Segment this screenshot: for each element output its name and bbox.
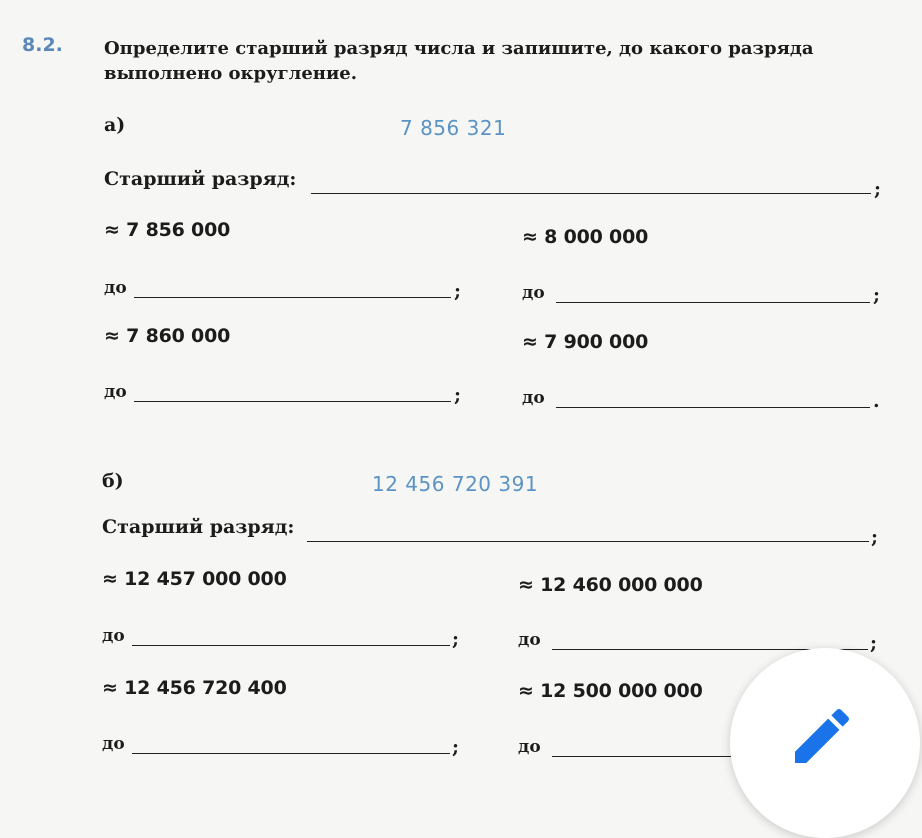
part-b-senior-answer-line[interactable] <box>307 541 869 542</box>
part-a-do-1: до <box>104 278 127 298</box>
part-b-end-2: ; <box>870 632 878 654</box>
part-a-do-4: до <box>522 388 545 408</box>
part-a-approx-2: ≈ 8 000 000 <box>522 226 649 248</box>
part-b-answer-line-3[interactable] <box>132 753 450 754</box>
part-b-approx-1: ≈ 12 457 000 000 <box>102 568 287 590</box>
part-b-approx-4: ≈ 12 500 000 000 <box>518 680 703 702</box>
task-instruction: Определите старший разряд числа и запишите, до какого разряда выполнено округление. <box>104 38 814 84</box>
part-a-approx-4: ≈ 7 900 000 <box>522 331 649 353</box>
part-a-answer-line-3[interactable] <box>134 401 451 402</box>
part-a-end-2: ; <box>873 284 881 306</box>
part-b-answer-line-4[interactable] <box>552 756 752 757</box>
part-a-do-2: до <box>522 283 545 303</box>
part-a-number: 7 856 321 <box>400 116 507 140</box>
part-a-answer-line-4[interactable] <box>556 407 870 408</box>
part-b-senior-label: Старший разряд: <box>102 516 295 538</box>
part-a-end-4: . <box>873 390 880 412</box>
part-a-end-3: ; <box>454 384 462 406</box>
part-a-senior-end: ; <box>874 178 882 200</box>
part-b-approx-3: ≈ 12 456 720 400 <box>102 677 287 699</box>
part-b-approx-2: ≈ 12 460 000 000 <box>518 574 703 596</box>
part-a-label: а) <box>104 114 126 136</box>
part-b-answer-line-1[interactable] <box>132 645 450 646</box>
part-b-senior-end: ; <box>871 526 879 548</box>
part-b-label: б) <box>102 470 124 492</box>
part-a-answer-line-1[interactable] <box>134 297 451 298</box>
part-b-do-3: до <box>102 734 125 754</box>
pencil-icon <box>786 700 858 772</box>
part-b-do-4: до <box>518 737 541 757</box>
part-a-approx-3: ≈ 7 860 000 <box>104 325 231 347</box>
part-a-end-1: ; <box>454 280 462 302</box>
part-b-do-1: до <box>102 626 125 646</box>
part-a-answer-line-2[interactable] <box>556 302 870 303</box>
part-b-do-2: до <box>518 630 541 650</box>
part-a-senior-answer-line[interactable] <box>311 193 871 194</box>
part-b-number: 12 456 720 391 <box>372 472 539 496</box>
part-b-end-3: ; <box>452 736 460 758</box>
part-a-approx-1: ≈ 7 856 000 <box>104 219 231 241</box>
edit-fab-button[interactable] <box>730 648 920 838</box>
part-a-senior-label: Старший разряд: <box>104 168 297 190</box>
part-b-end-1: ; <box>452 628 460 650</box>
task-number: 8.2. <box>22 34 63 56</box>
part-a-do-3: до <box>104 382 127 402</box>
